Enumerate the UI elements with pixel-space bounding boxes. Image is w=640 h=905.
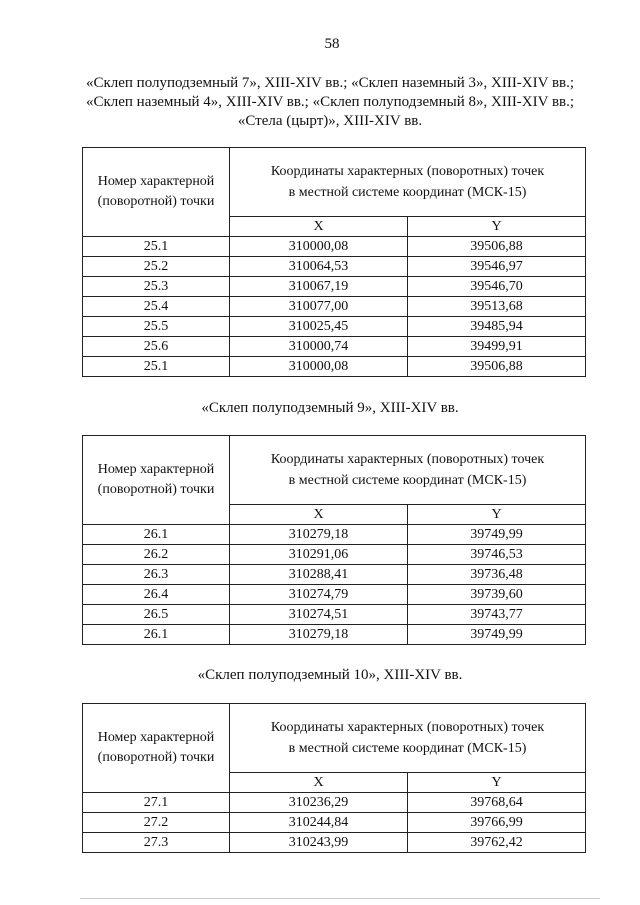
coords-header-line1: Координаты характерных (поворотных) точек: [270, 164, 545, 179]
x-cell: 310025,45: [230, 317, 408, 337]
point-cell: 26.2: [83, 545, 230, 565]
y-cell: 39762,42: [408, 833, 586, 853]
y-cell: 39736,48: [408, 565, 586, 585]
y-cell: 39768,64: [408, 793, 586, 813]
x-cell: 310279,18: [230, 625, 408, 645]
table-row: [83, 257, 586, 277]
point-cell: 25.1: [83, 357, 230, 377]
point-cell: 25.5: [83, 317, 230, 337]
section-3-title: [60, 666, 600, 685]
section-1-title-line: «Стела (цырт)», XIII-XIV вв.: [237, 113, 423, 129]
point-cell: 26.5: [83, 605, 230, 625]
table-row: [83, 605, 586, 625]
x-column-header: X: [230, 505, 408, 525]
table-row: [83, 833, 586, 853]
y-cell: 39749,99: [408, 525, 586, 545]
section-2-title-line: «Склеп полуподземный 9», XIII-XIV вв.: [201, 400, 459, 416]
table-row: [83, 337, 586, 357]
x-cell: 310274,79: [230, 585, 408, 605]
coordinates-column-header: [230, 436, 586, 505]
y-column-header: Y: [408, 217, 586, 237]
point-column-header: [83, 436, 230, 525]
table-row: [83, 625, 586, 645]
point-header-line1: Номер характерной: [97, 730, 215, 745]
point-cell: 25.6: [83, 337, 230, 357]
coords-header-line2: в местной системе координат (МСК-15): [288, 741, 527, 756]
x-cell: 310244,84: [230, 813, 408, 833]
coords-header-line2: в местной системе координат (МСК-15): [288, 473, 527, 488]
section-1-title: [60, 74, 600, 131]
coordinates-table-1: [82, 147, 586, 377]
coordinates-column-header: [230, 148, 586, 217]
table-row: [83, 565, 586, 585]
y-cell: 39746,53: [408, 545, 586, 565]
y-cell: 39513,68: [408, 297, 586, 317]
table-row: [83, 317, 586, 337]
coordinates-table-3: [82, 703, 586, 853]
point-header-line1: Номер характерной: [97, 174, 215, 189]
x-column-header: X: [230, 773, 408, 793]
x-cell: 310067,19: [230, 277, 408, 297]
point-cell: 25.4: [83, 297, 230, 317]
point-cell: 27.2: [83, 813, 230, 833]
section-2-title: [60, 399, 600, 418]
table-row: [83, 357, 586, 377]
point-cell: 26.4: [83, 585, 230, 605]
x-cell: 310236,29: [230, 793, 408, 813]
coordinates-table-2: [82, 435, 586, 645]
x-cell: 310064,53: [230, 257, 408, 277]
section-3-title-line: «Склеп полуподземный 10», XIII-XIV вв.: [197, 667, 463, 683]
point-cell: 25.3: [83, 277, 230, 297]
y-cell: 39485,94: [408, 317, 586, 337]
table-row: [83, 525, 586, 545]
page-number: 58: [324, 36, 340, 52]
coords-header-line1: Координаты характерных (поворотных) точек: [270, 720, 545, 735]
point-column-header: [83, 148, 230, 237]
x-cell: 310243,99: [230, 833, 408, 853]
x-column-header: X: [230, 217, 408, 237]
coordinates-column-header: [230, 704, 586, 773]
table-row: [83, 813, 586, 833]
point-cell: 26.3: [83, 565, 230, 585]
coords-header-line1: Координаты характерных (поворотных) точек: [270, 452, 545, 467]
point-column-header: [83, 704, 230, 793]
point-cell: 25.1: [83, 237, 230, 257]
point-header-line2: (поворотной) точки: [97, 750, 215, 765]
coords-header-line2: в местной системе координат (МСК-15): [288, 185, 527, 200]
x-cell: 310000,08: [230, 237, 408, 257]
point-cell: 27.3: [83, 833, 230, 853]
y-cell: 39546,97: [408, 257, 586, 277]
point-cell: 26.1: [83, 625, 230, 645]
table-row: [83, 585, 586, 605]
x-cell: 310288,41: [230, 565, 408, 585]
x-cell: 310000,08: [230, 357, 408, 377]
table-row: [83, 277, 586, 297]
x-cell: 310000,74: [230, 337, 408, 357]
y-cell: 39506,88: [408, 357, 586, 377]
section-1-title-line: «Склеп наземный 4», XIII-XIV вв.; «Склеп полуподземный 8», XIII-XIV вв.;: [85, 94, 575, 110]
y-column-header: Y: [408, 773, 586, 793]
y-cell: 39766,99: [408, 813, 586, 833]
x-cell: 310279,18: [230, 525, 408, 545]
point-header-line1: Номер характерной: [97, 462, 215, 477]
point-cell: 25.2: [83, 257, 230, 277]
y-cell: 39546,70: [408, 277, 586, 297]
y-cell: 39739,60: [408, 585, 586, 605]
y-cell: 39743,77: [408, 605, 586, 625]
point-header-line2: (поворотной) точки: [97, 194, 215, 209]
y-cell: 39499,91: [408, 337, 586, 357]
point-cell: 26.1: [83, 525, 230, 545]
table-row: [83, 297, 586, 317]
x-cell: 310077,00: [230, 297, 408, 317]
x-cell: 310291,06: [230, 545, 408, 565]
point-cell: 27.1: [83, 793, 230, 813]
y-column-header: Y: [408, 505, 586, 525]
page-bottom-edge: [80, 898, 600, 899]
section-1-title-line: «Склеп полуподземный 7», XIII-XIV вв.; «Склеп наземный 3», XIII-XIV вв.;: [85, 75, 575, 91]
point-header-line2: (поворотной) точки: [97, 482, 215, 497]
table-row: [83, 237, 586, 257]
y-cell: 39506,88: [408, 237, 586, 257]
table-row: [83, 545, 586, 565]
x-cell: 310274,51: [230, 605, 408, 625]
y-cell: 39749,99: [408, 625, 586, 645]
table-row: [83, 793, 586, 813]
